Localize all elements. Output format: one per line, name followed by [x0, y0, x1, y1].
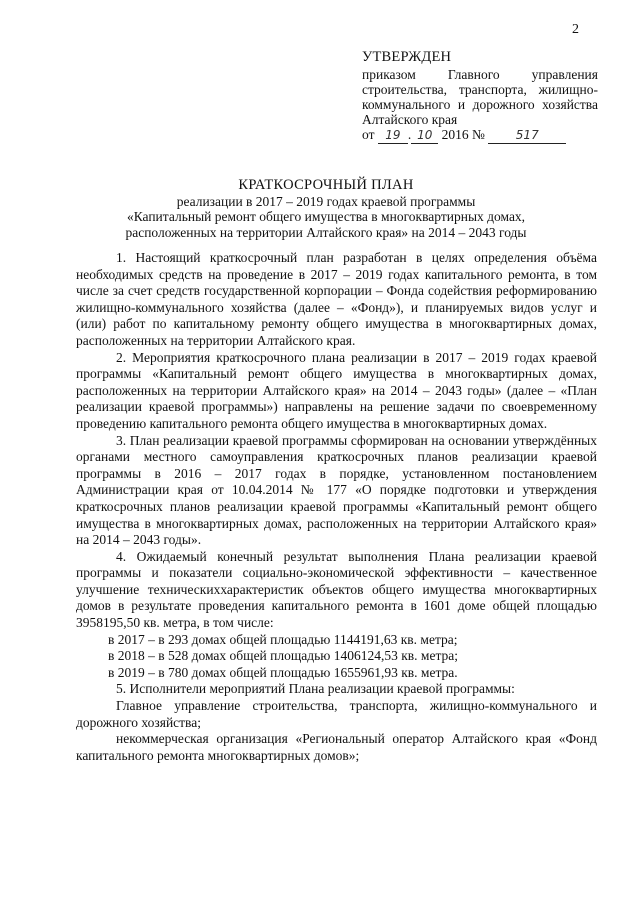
paragraph-4: 4. Ожидаемый конечный результат выполнения Плана реализации краевой программы и показатели социально-экономической эффективности – качественное улучшение техническиххарактеристик объектов общего имущества многоквартирных домов в результате проведения капитального ремонта в 1601 доме общей площадью 3958195,50 кв. метра, в том числе: [76, 548, 597, 631]
approval-dateline: от 19 . 10 2016 № 517 [362, 127, 598, 144]
result-2019: в 2019 – в 780 домах общей площадью 1655961,93 кв. метра. [108, 664, 458, 680]
date-prefix: от [362, 127, 375, 142]
approval-stamp [362, 50, 598, 144]
subtitle-line-1: реализации в 2017 – 2019 годах краевой программы [176, 193, 476, 209]
approved-heading: УТВЕРЖДЕН [362, 49, 452, 65]
handwritten-month: 10 [411, 128, 438, 144]
executor-item-1: Главное управление строительства, транспорта, жилищно-коммунального и дорожного хозяйства; [76, 698, 597, 730]
document-title-block [70, 178, 582, 240]
handwritten-order-number: 517 [488, 128, 566, 144]
approval-issuer: приказом Главного управления строительства, транспорта, жилищно-коммунального и дорожного хозяйства Алтайского края [362, 67, 598, 127]
result-2017: в 2017 – в 293 домах общей площадью 1144191,63 кв. метра; [108, 631, 458, 647]
document-body [76, 250, 597, 764]
subtitle-line-3: расположенных на территории Алтайского края» на 2014 – 2043 годы [125, 224, 527, 240]
page-number: 2 [572, 22, 579, 37]
executor-item-2: некоммерческая организация «Региональный оператор Алтайского края «Фонд капитального ремонта многоквартирных домов»; [76, 731, 597, 763]
approval-year: 2016 [441, 127, 469, 142]
result-2018: в 2018 – в 528 домах общей площадью 1406124,53 кв. метра; [108, 648, 459, 664]
handwritten-day: 19 [378, 128, 408, 144]
paragraph-2: 2. Мероприятия краткосрочного плана реализации в 2017 – 2019 годах краевой программы «Капитальный ремонт общего имущества в многоквартирных домах, расположенных на территории Алтайского края» на 2014 – 2043 годы» (далее – «План реализации краевой программы») направлены на решение задачи по своевременному проведению капитального ремонта общего имущества в многоквартирных домах. [76, 349, 597, 431]
document-title: КРАТКОСРОЧНЫЙ ПЛАН [238, 177, 414, 193]
subtitle-line-2: «Капитальный ремонт общего имущества в многоквартирных домах, [126, 209, 526, 224]
executors-heading: 5. Исполнители мероприятий Плана реализации краевой программы: [116, 681, 515, 697]
paragraph-3: 3. План реализации краевой программы сформирован на основании утверждённых органами местного самоуправления краткосрочных планов реализации краевой программы в 2016 – 2017 годах в порядке, установленном постановлением Администрации края от 10.04.2014 № 177 «О порядке подготовки и утверждения краткосрочных планов реализации краевой программы «Капитальный ремонт общего имущества в многоквартирных домах, расположенных на территории Алтайского края» на 2014 – 2043 годы». [76, 432, 597, 548]
paragraph-1: 1. Настоящий краткосрочный план разработан в целях определения объёма необходимых средств на проведение в 2017 – 2019 годах капитального ремонта, в том числе за счет средств государственной корпорации – Фонда содействия реформированию жилищно-коммунального хозяйства (далее – «Фонд»), и планируемых видов услуг и (или) работ по капитальному ремонту общего имущества в многоквартирных домах, расположенных на территории Алтайского края. [76, 250, 597, 348]
number-sign: № [471, 127, 485, 142]
